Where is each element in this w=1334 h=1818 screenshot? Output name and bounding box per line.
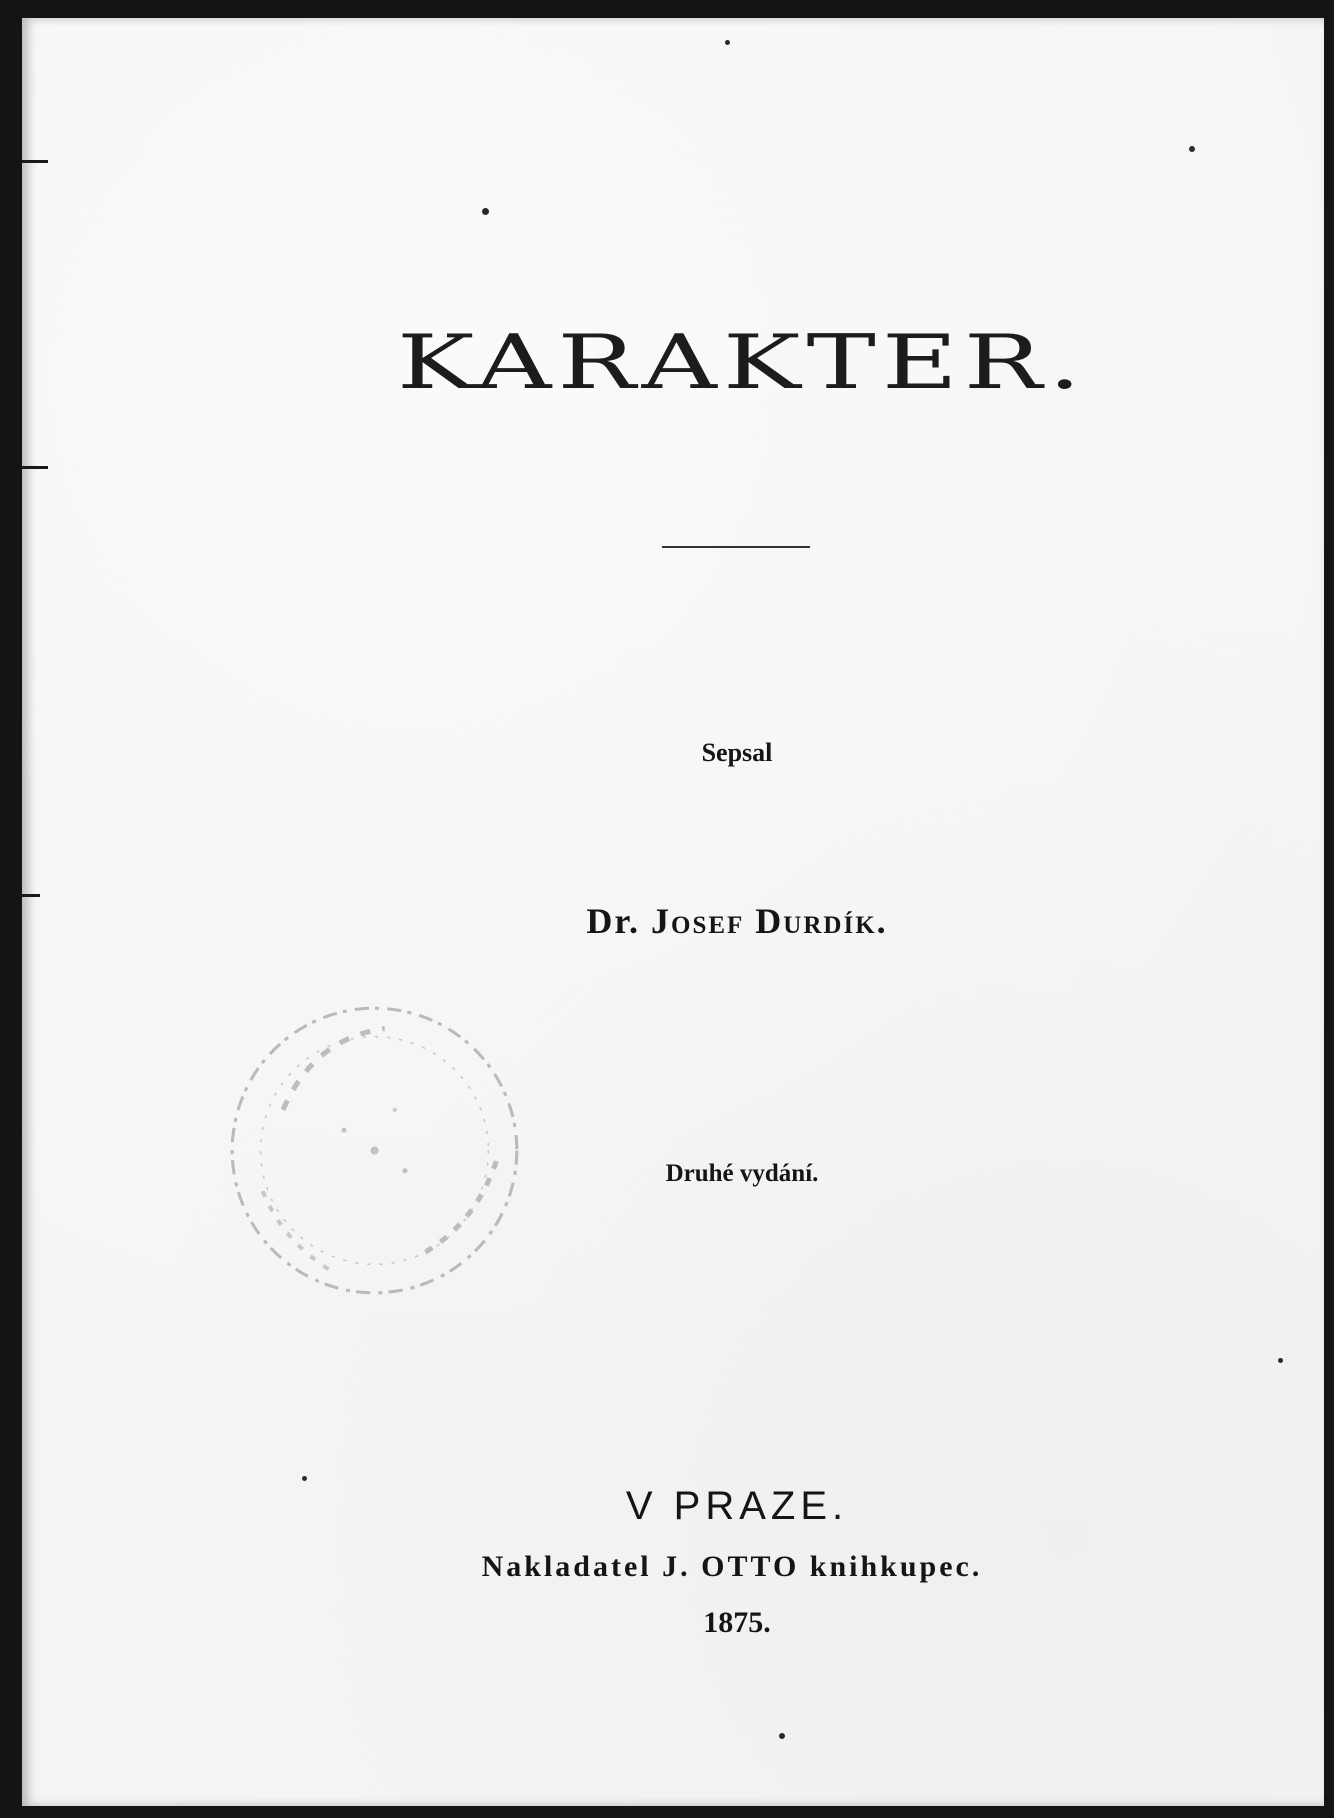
paper-speck bbox=[302, 1476, 307, 1481]
paper-speck bbox=[1278, 1358, 1283, 1363]
paper-speck bbox=[779, 1733, 785, 1739]
byline-label: Sepsal bbox=[701, 738, 773, 767]
binding-edge-mark bbox=[22, 466, 48, 469]
book-title: KARAKTER. bbox=[396, 318, 1088, 406]
author-prefix: Dr. bbox=[586, 901, 641, 941]
author-name: Josef Durdík. bbox=[651, 901, 888, 941]
binding-edge-mark bbox=[22, 160, 48, 163]
paper-speck bbox=[1189, 146, 1195, 152]
title-page bbox=[22, 18, 1324, 1806]
circular-library-stamp-icon bbox=[222, 998, 527, 1303]
author-line bbox=[522, 900, 952, 942]
imprint-year: 1875. bbox=[703, 1606, 771, 1639]
binding-edge-mark bbox=[22, 894, 40, 897]
title-rule-divider bbox=[662, 546, 810, 548]
imprint-publisher: Nakladatel J. OTTO knihkupec. bbox=[481, 1550, 983, 1583]
paper-speck bbox=[725, 40, 730, 45]
paper-speck bbox=[482, 208, 489, 215]
imprint-city: V PRAZE. bbox=[625, 1484, 849, 1528]
edition-note: Druhé vydání. bbox=[665, 1160, 819, 1187]
